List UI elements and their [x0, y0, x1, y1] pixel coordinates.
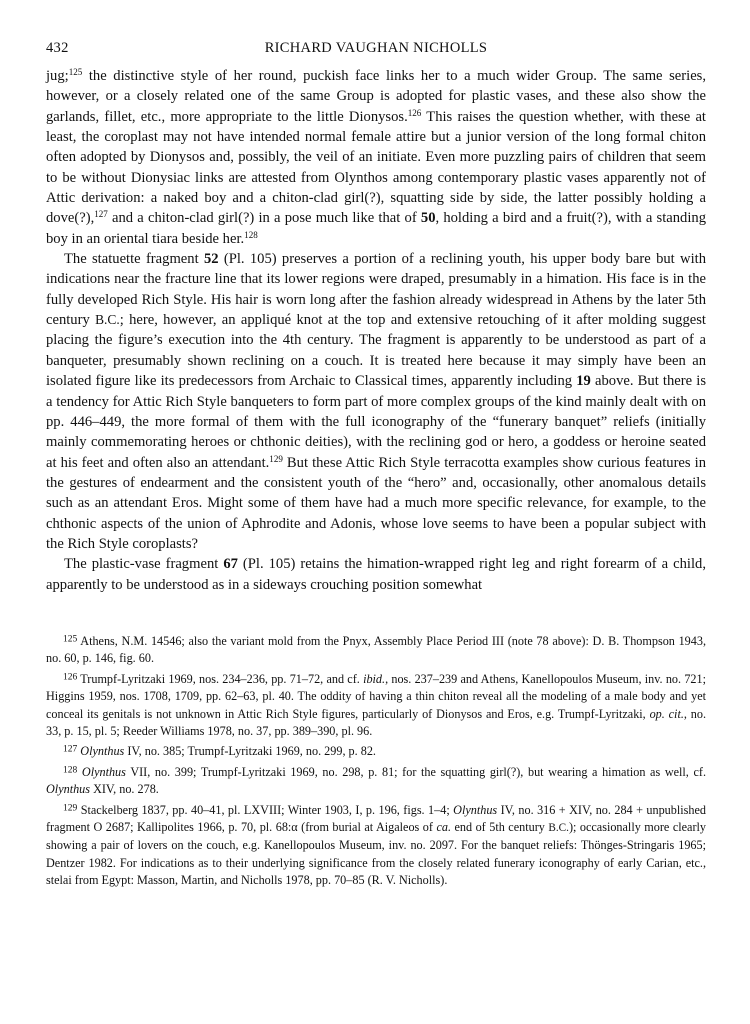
catalogue-number: 50: [420, 210, 436, 227]
footnote-127: $^{127}$ Olynthus IV, no. 385; Trumpf-Lyritzaki 1969, no. 299, p. 82.: [63, 744, 376, 759]
footnotes: [46, 633, 706, 890]
catalogue-number: 67: [223, 556, 238, 573]
footnote-ref-127[interactable]: 127: [94, 209, 108, 220]
footnote-125: $^{125}$ Athens, N.M. 14546; also the variant mold from the Pnyx, Assembly Place Period III (note 78 above): D. B. Thompson 1943, no. 60, p. 146, fig. 60.: [46, 633, 706, 666]
paragraph-3: The plastic-vase fragment 67 (Pl. 105) retains the himation-wrapped right leg and right forearm of a child, apparently to be understood as in a sideways crouching position somewhat: [46, 556, 706, 593]
body-text: [46, 66, 706, 595]
catalogue-number: 19: [576, 373, 591, 390]
footnote-ref-129[interactable]: 129: [269, 453, 283, 464]
page-header: [46, 40, 706, 66]
page-number: 432: [46, 40, 69, 56]
footnote-128: $^{128}$ Olynthus VII, no. 399; Trumpf-Lyritzaki 1969, no. 298, p. 81; for the squatting girl(?), but wearing a himation as well, cf. Olynthus XIV, no. 278.: [46, 764, 707, 797]
footnote-ref-126[interactable]: 126: [407, 107, 422, 118]
paragraph-2: The statuette fragment 52 (Pl. 105) preserves a portion of a reclining youth, his upper body bare but with indications near the fracture line that its lower regions were draped, presumably in a himation. His face is in the fully developed Rich Style. His hair is worn long after the fashion already widespread in Athens by the later 5th century B.C.; here, however, an appliqué knot at the top and extensive retouching of it after molding suggest placing the figure’s execution into the 4th century. The fragment is apparently to be understood as part of a banqueter, presumably shown reclining on a couch. It is treated here because it may simply have been an isolated figure like its predecessors from Archaic to Classical times, apparently including 19 above. But there is a tendency for Attic Rich Style banqueters to form part of more complex groups of the kind mainly dealt with on pp. 446–449, the more formal of them with the full iconography of the “funerary banquet” reliefs (initially mainly commemorating heroes or chthonic deities), with the reclining god or hero, a goddess or heroine seated at his feet and often also an attendant.$^{129}$ But these Attic Rich Style terracotta examples show curious features in the gestures of endearment and the consistent youth of the “hero” and, occasionally, other anomalous details such as an attendant Eros. Might some of them have had a much more specific relevance, for example, to the chthonic aspects of the union of Aphrodite and Adonis, whose love seems to have been a popular subject with the Rich Style coroplasts?: [46, 251, 706, 552]
page: [46, 40, 706, 893]
footnote-ref-125[interactable]: 125: [68, 67, 83, 78]
paragraph-1: jug;$^{125}$ the distinctive style of her round, puckish face links her to a much wider Group. The same series, however, or a closely related one of the same Group is adopted for plastic vases, and these also show the garlands, fillet, etc., more appropriate to the little Dionysos.$^{126}$ This raises the question whether, with these at least, the coroplast may not have intended normal female attire but a junior version of the long formal chiton often adopted by Dionysos and, possibly, the veil of an initiate. Even more puzzling pairs of children that seem to be without Dionysiac links are attested from Olynthos among contemporary plastic vases apparently not of Attic derivation: a naked boy and a chiton-clad girl(?), squatting side by side, the latter possibly holding a dove(?),$^{127}$ and a chiton-clad girl(?) in a pose much like that of 50, holding a bird and a fruit(?), with a standing boy in an oriental tiara beside her.$^{128}$: [46, 67, 706, 247]
catalogue-number: 52: [203, 251, 219, 268]
footnote-126: $^{126}$ Trumpf-Lyritzaki 1969, nos. 234–236, pp. 71–72, and cf. ibid., nos. 237–239 and Athens, Kanellopoulos Museum, inv. no. 721; Higgins 1959, nos. 1708, 1709, pp. 62–63, pl. 40. The oddity of having a thin chiton reveal all the modeling of a male body and yet conceal its genitals is not unknown in Attic Rich Style figures, particularly of Dionysos and Eros, e.g. Trumpf-Lyritzaki, op. cit., no. 33, p. 15, pl. 5; Reeder Williams 1978, no. 37, pp. 389–390, pl. 96.: [46, 671, 707, 738]
footnote-ref-128[interactable]: 128: [244, 229, 258, 240]
running-title: RICHARD VAUGHAN NICHOLLS: [264, 40, 488, 56]
footnote-129: $^{129}$ Stackelberg 1837, pp. 40–41, pl. LXVIII; Winter 1903, I, p. 196, figs. 1–4; Olynthus IV, no. 316 + XIV, no. 284 + unpublished fragment O 2687; Kallipolites 1966, p. 70, pl. 68:α (from burial at Aigaleos of ca. end of 5th century B.C.); occasionally more clearly showing a pair of lovers on the couch, e.g. Kanellopoulos Museum, inv. no. 2097. For the banquet reliefs: Thönges-Stringaris 1965; Dentzer 1982. For indications as to their underlying significance from the closely related funerary iconography of early Carian, etc., stelai from Egypt: Masson, Martin, and Nicholls 1978, pp. 70–85 (R. V. Nicholls).: [46, 802, 706, 888]
